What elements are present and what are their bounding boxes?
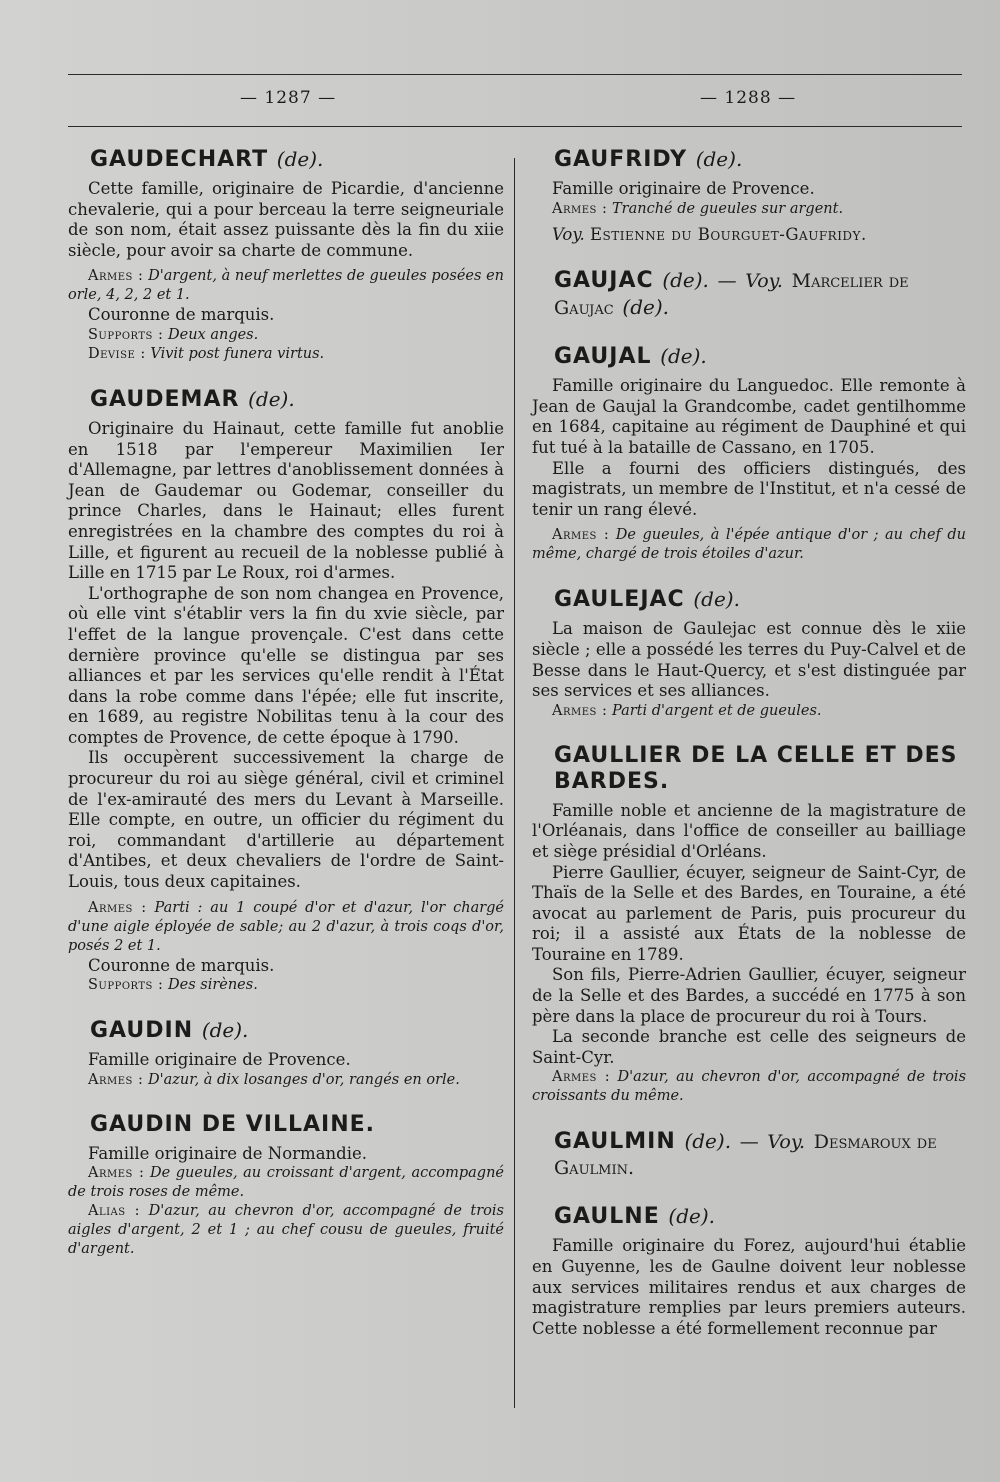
entry-armes: Armes : D'argent, à neuf merlettes de gueules posées en orle, 4, 2, 2 et 1. bbox=[68, 268, 505, 304]
entry-armes: Armes : D'azur, à dix losanges d'or, rangés en orle. bbox=[88, 1071, 460, 1088]
entry-title: GAUDIN DE VILLAINE. bbox=[90, 1111, 375, 1137]
entry-gaulejac bbox=[532, 586, 966, 720]
entry-devise: Devise : Vivit post funera virtus. bbox=[88, 345, 325, 362]
right-column bbox=[532, 146, 966, 1361]
entry-particle: (de). bbox=[684, 1129, 732, 1154]
entry-alias: Alias : D'azur, au chevron d'or, accompagné de trois aigles d'argent, 2 et 1 ; au chef cousu de gueules, fruité d'argent. bbox=[68, 1203, 504, 1258]
entry-particle: (de). bbox=[693, 587, 740, 612]
top-rule bbox=[68, 74, 962, 75]
entry-title bbox=[532, 586, 966, 613]
entry-title bbox=[68, 386, 504, 413]
entry-text: Ils occupèrent successivement la charge de procureur du roi au siège général, civil et criminel de l'ex-amirauté des mers du Levant à Marseille. Elle compte, en outre, un officier du régiment du roi, commandant d'artillerie au département d'Antibes, et deux chevaliers de l'ordre de Saint-Louis, tous deux capitaines. bbox=[68, 748, 504, 892]
entry-name: GAUFRIDY bbox=[554, 147, 688, 172]
entry-text: Famille originaire du Languedoc. Elle remonte à Jean de Gaujal la Grandcombe, cadet gentilhomme en 1684, capitaine au régiment de Dauphiné et qui fut tué à la bataille de Cassano, en 1705. bbox=[532, 376, 966, 457]
entry-couronne: Couronne de marquis. bbox=[88, 955, 275, 975]
entry-particle: (de). bbox=[201, 1018, 249, 1043]
left-column bbox=[68, 146, 504, 1281]
entry-gaufridy bbox=[532, 146, 966, 245]
entry-name: GAUDECHART bbox=[90, 147, 269, 172]
entry-gaulmin bbox=[532, 1128, 966, 1181]
entry-armes: Armes : Parti : au 1 coupé d'or et d'azur, l'or chargé d'une aigle éployée de sable; au 2 d'azur, à trois coqs d'or, posés 2 et 1. bbox=[68, 899, 505, 954]
entry-text: Originaire du Hainaut, cette famille fut anoblie en 1518 par l'empereur Maximilien Ier d'Allemagne, par lettres d'anoblissement données à Jean de Gaudemar ou Godemar, conseiller du prince Charles, dans le Hainaut; elles furent enregistrées en la chambre des comptes du roi à Lille, et figurent au recueil de la noblesse publié à Lille en 1715 par Le Roux, roi d'armes. bbox=[68, 418, 504, 583]
entry-voy: Voy. Estienne du Bourguet-Gaufridy. bbox=[552, 224, 867, 244]
entry-title bbox=[532, 1203, 966, 1230]
entry-text: Cette famille, originaire de Picardie, d'ancienne chevalerie, qui a pour berceau la terre seigneuriale de son nom, était assez puissante dès la fin du xiie siècle, pour avoir sa charte de commune. bbox=[68, 179, 504, 260]
column-divider bbox=[514, 158, 515, 1408]
entry-name: GAUJAL bbox=[554, 344, 652, 370]
entry-text: Famille originaire de Provence. bbox=[88, 1050, 351, 1070]
entry-text: La seconde branche est celle des seigneurs de Saint-Cyr. bbox=[532, 1027, 966, 1067]
entry-text: Famille noble et ancienne de la magistrature de l'Orléanais, dans l'office de conseiller au bailliage et siège présidial d'Orléans. bbox=[532, 800, 966, 861]
entry-gaudin-de-villaine bbox=[68, 1112, 504, 1260]
entry-name: GAUDIN bbox=[90, 1018, 194, 1044]
entry-name: GAUJAC bbox=[554, 268, 654, 294]
entry-title bbox=[68, 146, 504, 173]
entry-title bbox=[532, 146, 966, 173]
entry-name: GAULNE bbox=[554, 1204, 660, 1230]
entry-gaujac bbox=[532, 267, 966, 321]
entry-armes: Armes : D'azur, au chevron d'or, accompagné de trois croissants du même. bbox=[532, 1069, 967, 1105]
entry-text: La maison de Gaulejac est connue dès le xiie siècle ; elle a possédé les terres du Puy-Calvel et de Besse dans le Haut-Quercy, et s'est distinguée par ses services et ses alliances. bbox=[532, 619, 966, 701]
entry-name: GAULEJAC bbox=[554, 587, 685, 613]
entry-armes: Armes : Tranché de gueules sur argent. bbox=[552, 200, 844, 217]
entry-supports: Supports : Des sirènes. bbox=[88, 977, 258, 994]
entry-name: GAUDEMAR bbox=[90, 386, 240, 412]
page-number-left: — 1287 — bbox=[240, 88, 337, 108]
entry-gaudemar bbox=[68, 386, 504, 995]
entry-gaudin bbox=[68, 1017, 504, 1090]
entry-text: Famille originaire de Normandie. bbox=[88, 1143, 368, 1163]
entry-gaulne bbox=[532, 1203, 966, 1339]
entry-text: Famille originaire du Forez, aujourd'hui établie en Guyenne, les de Gaulne doivent leur noblesse aux services militaires rendus et aux charges de magistrature remplies par leurs premiers auteurs. Cette noblesse a été formellement reconnue par bbox=[532, 1236, 966, 1338]
entry-particle: (de). bbox=[276, 147, 324, 171]
entry-title: GAUJAC (de). — Voy. Marcelier de Gaujac (de). bbox=[554, 268, 909, 320]
page-number-right: — 1288 — bbox=[700, 88, 797, 108]
entry-armes: Armes : De gueules, au croissant d'argent, accompagné de trois roses de même. bbox=[68, 1165, 505, 1201]
entry-text: L'orthographe de son nom changea en Provence, où elle vint s'établir vers la fin du xvie siècle, par l'effet de la langue provençale. C'est dans cette dernière province qu'elle se distingua par ses alliances et par les services qu'elle rendit à l'État dans la robe comme dans l'épée; elle fut inscrite, en 1689, au registre Nobilitas tenu à la cour des comptes de Provence, de cette époque à 1790. bbox=[68, 583, 504, 747]
entry-particle: (de). bbox=[660, 344, 707, 369]
entry-title: GAULLIER DE LA CELLE ET DES BARDES. bbox=[554, 742, 958, 794]
voy-link[interactable]: Desmaroux de Gaulmin. bbox=[554, 1131, 937, 1180]
entry-particle: (de). bbox=[668, 1204, 716, 1229]
entry-gaullier bbox=[532, 743, 966, 1107]
voy-link[interactable]: Estienne du Bourguet-Gaufridy. bbox=[589, 224, 867, 244]
entry-title bbox=[68, 1017, 504, 1044]
entry-particle: (de). bbox=[248, 386, 295, 411]
entry-supports: Supports : Deux anges. bbox=[88, 326, 259, 343]
entry-particle: (de). bbox=[695, 147, 743, 171]
header-rule bbox=[68, 126, 962, 127]
entry-gaujal bbox=[532, 343, 966, 564]
entry-title bbox=[532, 343, 966, 370]
entry-text: Pierre Gaullier, écuyer, seigneur de Saint-Cyr, de Thaïs de la Selle et des Bardes, en Touraine, a été avocat au parlement de Paris, puis procureur du roi; il a assisté aux États de la noblesse de Touraine en 1789. bbox=[532, 862, 966, 964]
entry-text: Famille originaire de Provence. bbox=[552, 179, 815, 198]
entry-title: GAULMIN (de). — Voy. Desmaroux de Gaulmin. bbox=[554, 1129, 937, 1180]
entry-text: Elle a fourni des officiers distingués, des magistrats, un membre de l'Institut, et n'a cessé de tenir un rang élevé. bbox=[532, 458, 966, 519]
entry-armes: Armes : De gueules, à l'épée antique d'or ; au chef du même, chargé de trois étoiles d'azur. bbox=[532, 527, 966, 563]
entry-name: GAULMIN bbox=[554, 1129, 676, 1155]
entry-gaudechart bbox=[68, 146, 504, 364]
voy-link[interactable]: Marcelier de Gaujac bbox=[554, 270, 909, 320]
entry-particle: (de). bbox=[662, 268, 709, 293]
entry-couronne: Couronne de marquis. bbox=[88, 305, 275, 325]
entry-text: Son fils, Pierre-Adrien Gaullier, écuyer, seigneur de la Selle et des Bardes, a succédé en 1775 à son père dans la place de procureur du roi à Tours. bbox=[532, 965, 966, 1026]
entry-armes: Armes : Parti d'argent et de gueules. bbox=[552, 702, 822, 719]
